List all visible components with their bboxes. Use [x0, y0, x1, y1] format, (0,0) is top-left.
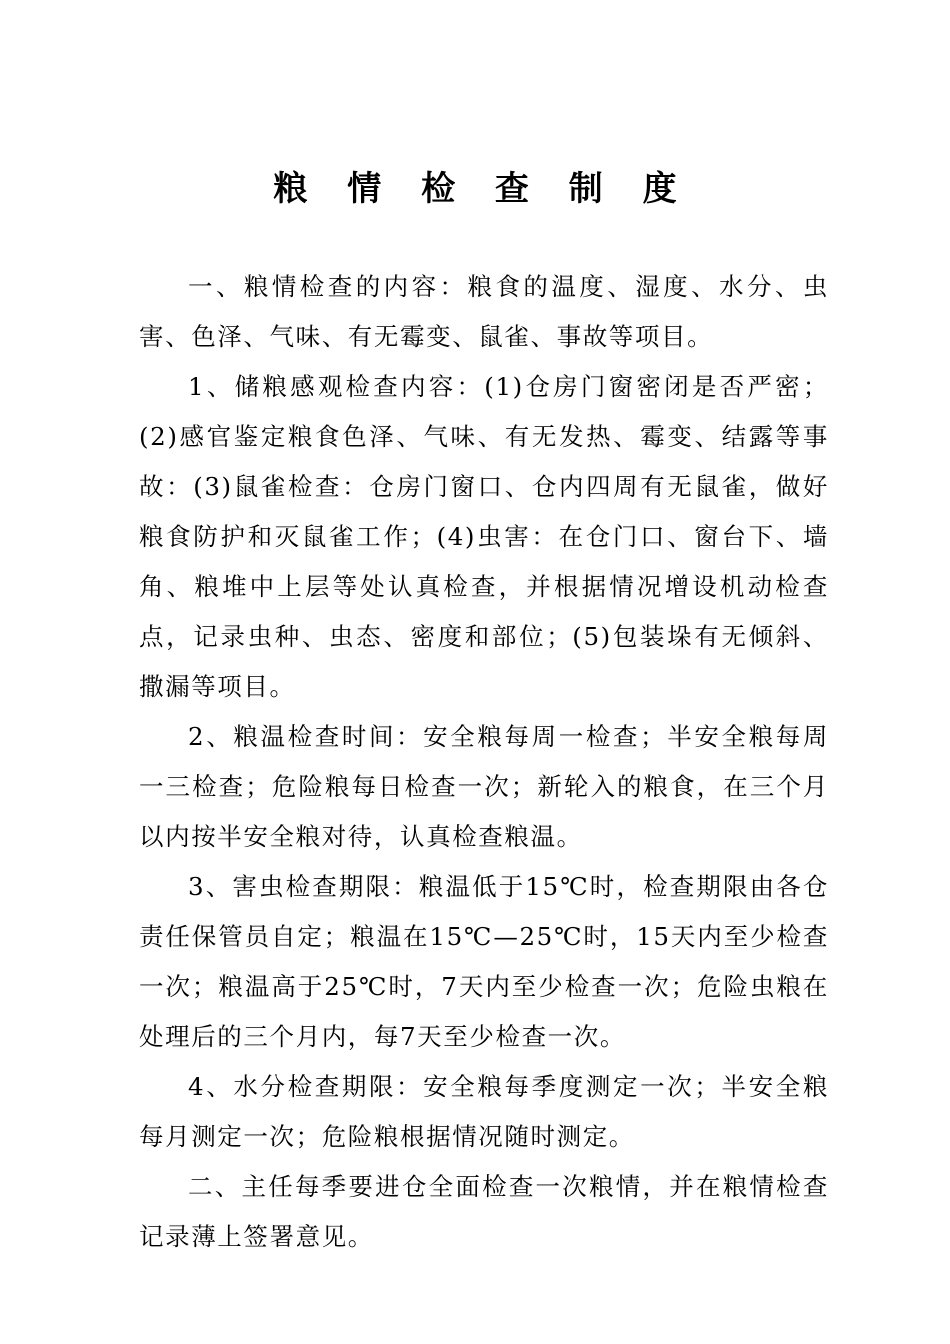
paragraph-director-inspection: 二、主任每季要进仓全面检查一次粮情，并在粮情检查记录薄上签署意见。 — [139, 1172, 829, 1251]
paragraph-grain-temperature: 2、粮温检查时间：安全粮每周一检查；半安全粮每周一三检查；危险粮每日检查一次；新轮入的粮食，在三个月以内按半安全粮对待，认真检查粮温。 — [139, 722, 829, 851]
paragraph-content-scope: 一、粮情检查的内容：粮食的温度、湿度、水分、虫害、色泽、气味、有无霉变、鼠雀、事故等项目。 — [139, 272, 829, 351]
paragraph-sensory-inspection: 1、储粮感观检查内容：(1)仓房门窗密闭是否严密；(2)感官鉴定粮食色泽、气味、有无发热、霉变、结露等事故：(3)鼠雀检查：仓房门窗口、仓内四周有无鼠雀，做好粮食防护和灭鼠雀工作；(4)虫害：在仓门口、窗台下、墙角、粮堆中上层等处认真检查，并根据情况增设机动检查点，记录虫种、虫态、密度和部位；(5)包装垛有无倾斜、撒漏等项目。 — [139, 372, 829, 701]
document-body — [139, 262, 829, 1262]
document-title: 粮 情 检 查 制 度 — [273, 169, 691, 209]
paragraph-moisture-inspection: 4、水分检查期限：安全粮每季度测定一次；半安全粮每月测定一次；危险粮根据情况随时测定。 — [139, 1072, 829, 1151]
paragraph-pest-inspection: 3、害虫检查期限：粮温低于15℃时，检查期限由各仓责任保管员自定；粮温在15℃—25℃时，15天内至少检查一次；粮温高于25℃时，7天内至少检查一次；危险虫粮在处理后的三个月内，每7天至少检查一次。 — [139, 872, 829, 1051]
